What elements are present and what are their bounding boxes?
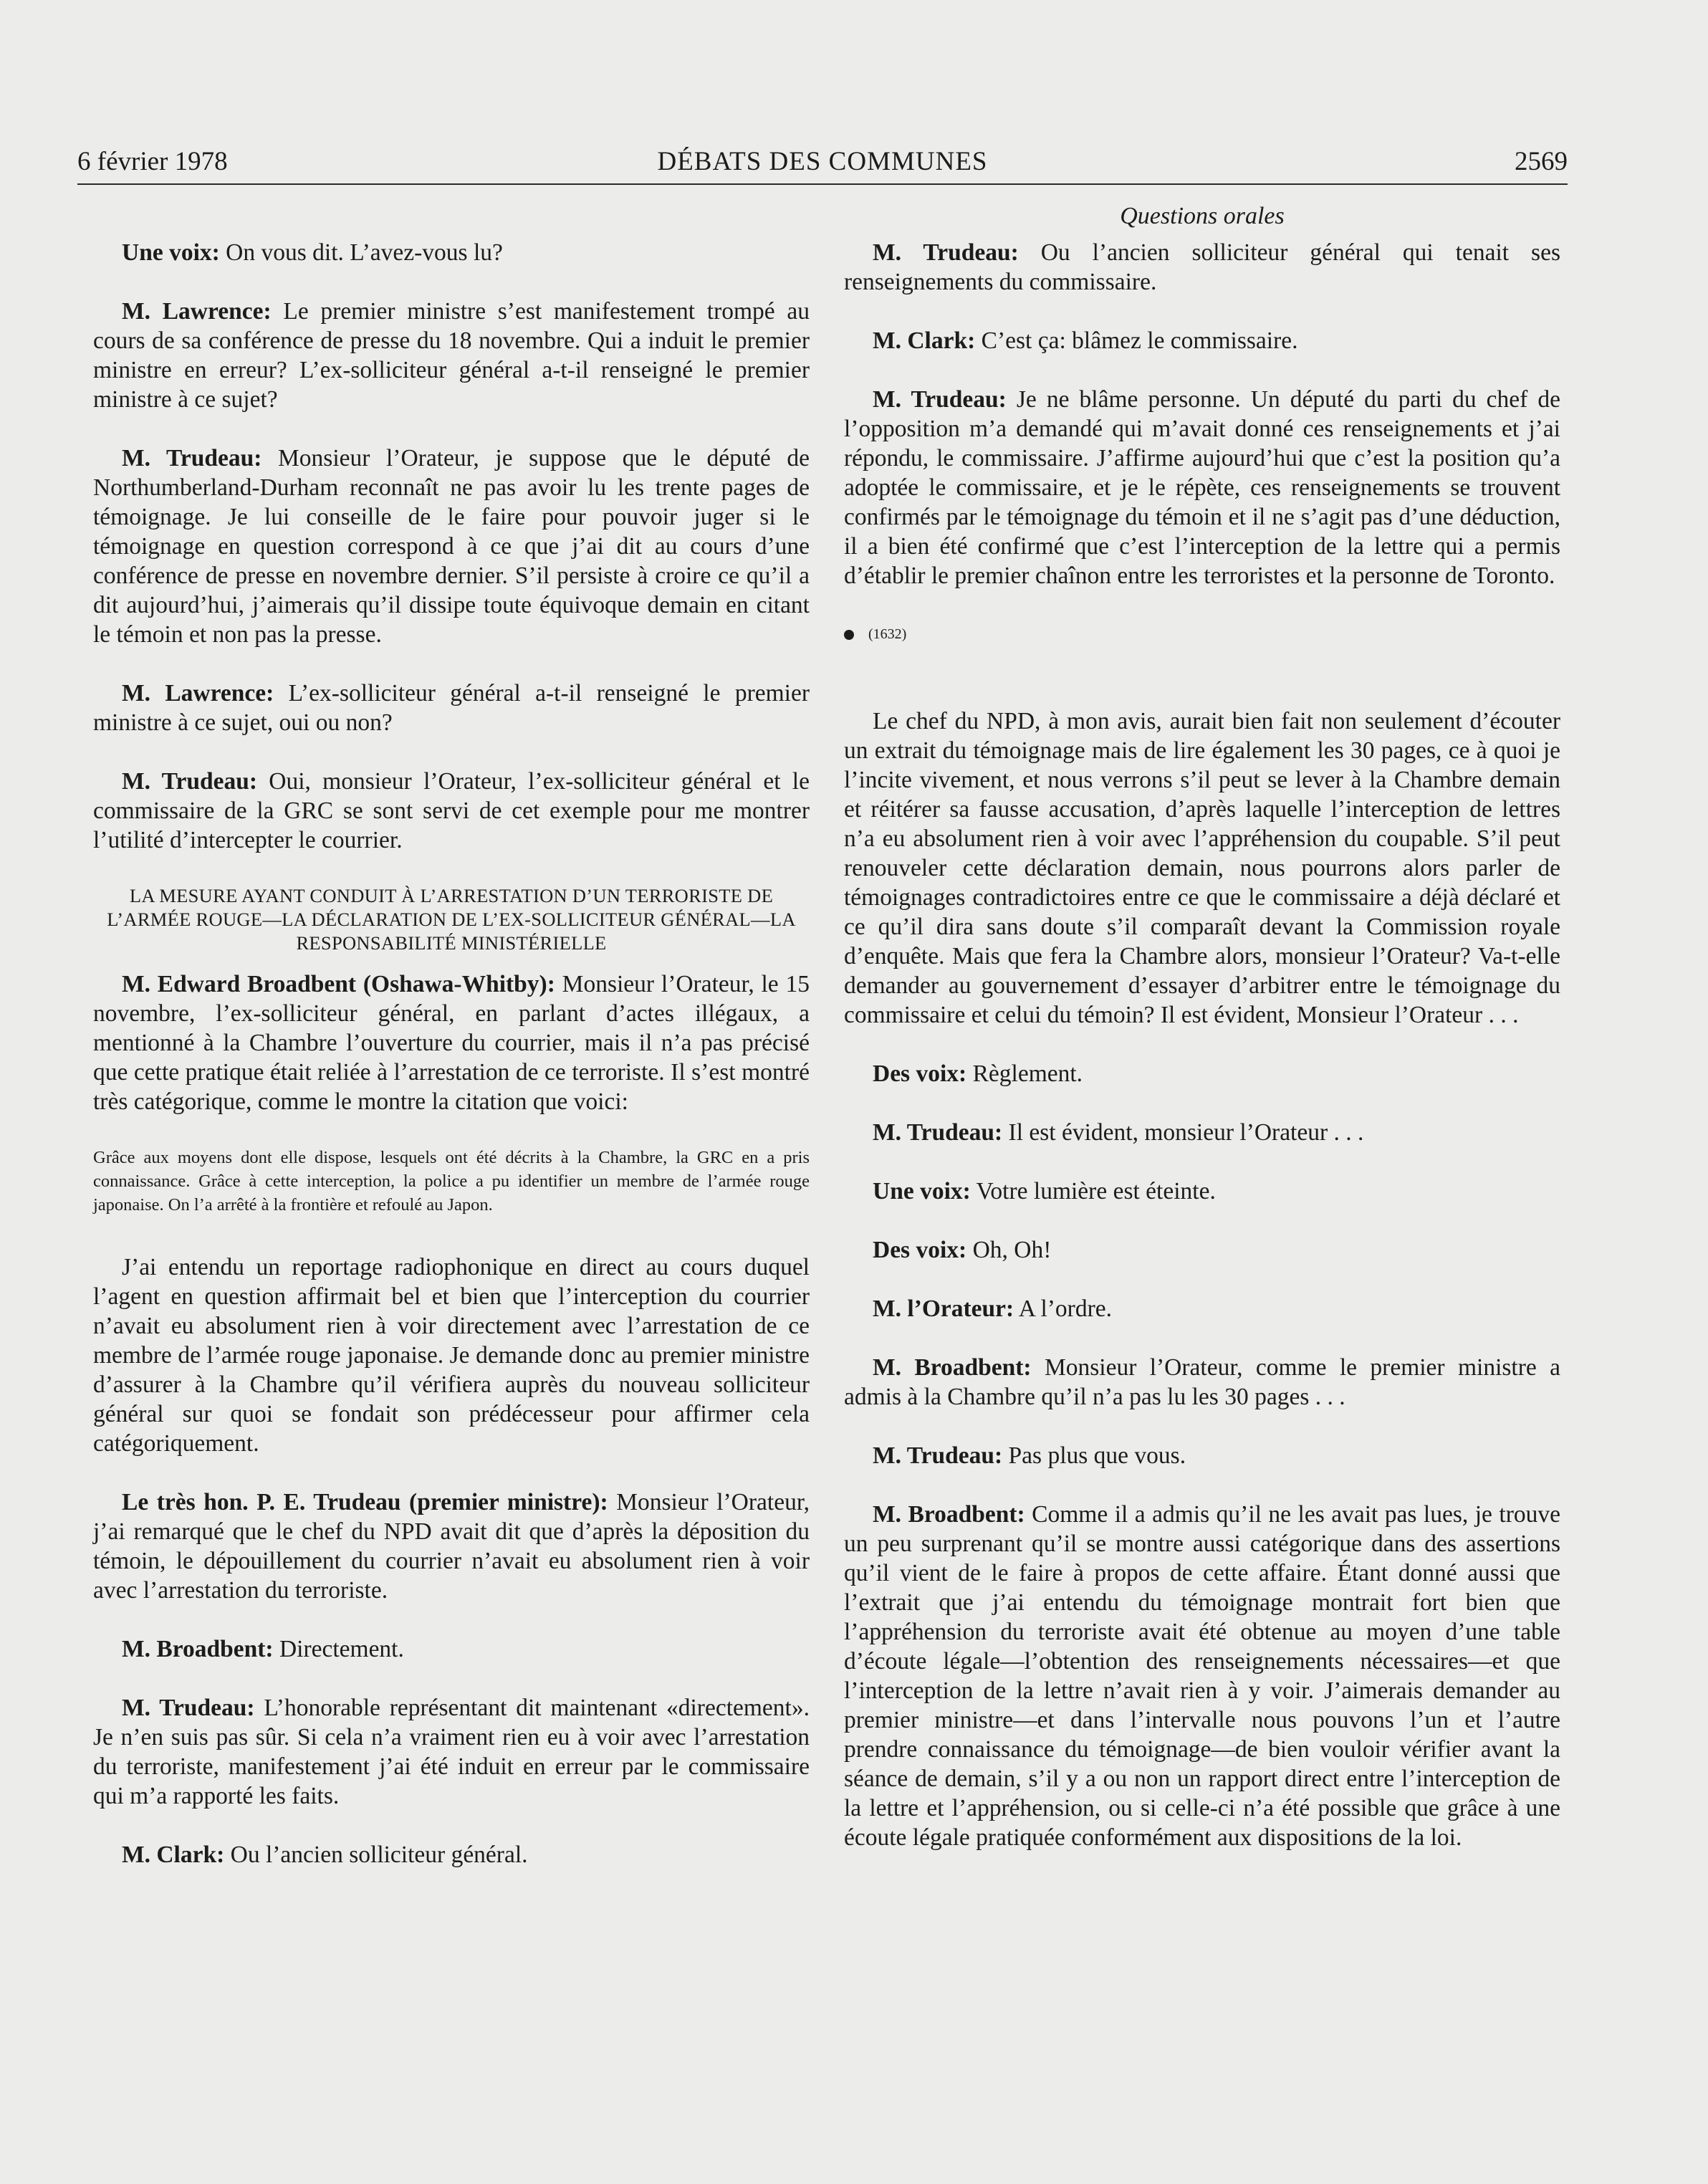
paragraph — [844, 1353, 1560, 1412]
speaker-name: M. Trudeau: — [873, 239, 1019, 266]
speech-text: Monsieur l’Orateur, je suppose que le député de Northumberland-Durham reconnaît ne pas avoir lu les trente pages de témoignage. Je lui conseille de le faire pour pouvoir juger si le témoignage en question correspond à ce que j’ai dit au cours d’une conférence de presse en novembre dernier. S’il persiste à croire ce qu’il a dit aujourd’hui, j’aimerais qu’il dissipe toute équivoque demain en citant le témoin et non pas la presse. — [93, 445, 810, 648]
speaker-name: M. Trudeau: — [873, 1119, 1003, 1146]
paragraph — [844, 1118, 1560, 1147]
paragraph — [93, 1840, 810, 1869]
speech-text: Pas plus que vous. — [1002, 1442, 1186, 1469]
speech-text: Il est évident, monsieur l’Orateur . . . — [1002, 1119, 1364, 1146]
speech-text: Comme il a admis qu’il ne les avait pas lues, je trouve un peu surprenant qu’il se montre aussi catégorique dans des assertions qu’il vient de le faire à propos de cette affaire. Étant donné aussi que l’extrait que j’ai entendu du témoignage montrait fort bien que l’appréhension du terroriste avait été obtenue au moyen d’une table d’écoute légale—l’obtention des renseignements nécessaires—et que l’interception de la lettre n’avait rien à y voir. J’aimerais demander au premier ministre—et dans l’intervalle nous pouvons l’un et l’autre prendre connaissance du témoignage—de bien vouloir vérifier avant la séance de demain, s’il y a ou non un rapport direct entre l’interception de la lettre et l’appréhension, ou si celle-ci n’a été possible que grâce à une écoute légale pratiquée conformément aux dispositions de la loi. — [844, 1501, 1560, 1851]
speaker-name: M. Trudeau: — [873, 386, 1007, 413]
speaker-name: M. Trudeau: — [122, 768, 258, 795]
paragraph — [93, 1488, 810, 1605]
speech-text: Oh, Oh! — [966, 1237, 1052, 1263]
paragraph — [844, 1235, 1560, 1265]
paragraph — [844, 1441, 1560, 1470]
speaker-name: M. Trudeau: — [873, 1442, 1003, 1469]
speech-text: Ou l’ancien solliciteur général qui tenait ses renseignements du commissaire. — [844, 239, 1560, 295]
speaker-name: M. Lawrence: — [122, 298, 272, 325]
speech-text: On vous dit. L’avez-vous lu? — [219, 239, 503, 266]
left-column — [93, 201, 810, 1899]
speech-text: Monsieur l’Orateur, j’ai remarqué que le chef du NPD avait dit que d’après la déposition du témoin, le dépouillement du courrier n’avait eu absolument rien à voir avec l’arrestation du terroriste. — [93, 1489, 810, 1604]
header-rule — [77, 183, 1568, 185]
speech-text: Monsieur l’Orateur, comme le premier ministre a admis à la Chambre qu’il n’a pas lu les 30 pages . . . — [844, 1354, 1560, 1410]
speaker-name: M. Broadbent: — [873, 1501, 1025, 1528]
speaker-name: M. Edward Broadbent (Oshawa-Whitby): — [122, 971, 555, 997]
speech-text: Je ne blâme personne. Un député du parti du chef de l’opposition m’a demandé qui m’avait donné ces renseignements et j’ai répondu, le commissaire. J’affirme aujourd’hui que c’est la position qu’a adoptée le commissaire, et je le répète, ces renseignements se trouvent confirmés par le témoignage du témoin et il ne s’agit pas d’une déduction, il a bien été confirmé que c’est l’interception de la lettre qui a permis d’établir le premier chaînon entre les terroristes et la personne de Toronto. — [844, 386, 1560, 589]
paragraph — [844, 326, 1560, 355]
paragraph — [844, 238, 1560, 297]
paragraph — [93, 1693, 810, 1811]
speaker-name: M. Clark: — [122, 1841, 225, 1868]
header-date: 6 février 1978 — [77, 147, 228, 176]
speech-text: A l’ordre. — [1014, 1295, 1112, 1322]
speaker-name: Des voix: — [873, 1060, 967, 1087]
speech-text: Monsieur l’Orateur, le 15 novembre, l’ex-solliciteur général, en parlant d’actes illégaux, a mentionné à la Chambre l’ouverture du courrier, mais il n’a pas précisé que cette pratique était reliée à l’arrestation de ce terroriste. Il s’est montré très catégorique, comme le montre la citation que voici: — [93, 971, 810, 1115]
page-header — [77, 143, 1568, 181]
speech-text: L’ex-solliciteur général a-t-il renseigné le premier ministre à ce sujet, oui ou non? — [93, 680, 810, 736]
speaker-name: Une voix: — [122, 239, 220, 266]
block-quote: Grâce aux moyens dont elle dispose, lesquels ont été décrits à la Chambre, la GRC en a pris connaissance. Grâce à cette interception, la police a pu identifier un membre de l’armée rouge japonaise. On l’a arrêté à la frontière et refoulé au Japon. — [93, 1148, 810, 1215]
paragraph — [93, 444, 810, 649]
speaker-name: Des voix: — [873, 1237, 967, 1263]
paragraph — [93, 297, 810, 414]
speaker-name: Le très hon. P. E. Trudeau (premier ministre): — [122, 1489, 608, 1515]
timestamp: (1632) — [868, 626, 907, 642]
speaker-name: M. Trudeau: — [122, 445, 262, 471]
header-title: DÉBATS DES COMMUNES — [657, 147, 988, 176]
speech-text: Le premier ministre s’est manifestement trompé au cours de sa conférence de presse du 18 novembre. Qui a induit le premier ministre en erreur? L’ex-solliciteur général a-t-il renseigné le premier ministre à ce sujet? — [93, 298, 810, 413]
speaker-name: M. Trudeau: — [122, 1695, 255, 1721]
speaker-name: M. Lawrence: — [122, 680, 274, 707]
paragraph — [93, 767, 810, 855]
speech-text: Votre lumière est éteinte. — [970, 1178, 1216, 1204]
paragraph — [844, 1500, 1560, 1852]
page-number: 2569 — [1515, 147, 1568, 176]
speech-text: L’honorable représentant dit maintenant «directement». Je n’en suis pas sûr. Si cela n’a vraiment rien eu à voir avec l’arrestation du terroriste, manifestement j’ai été induit en erreur par le commissaire qui m’a rapporté les faits. — [93, 1695, 810, 1809]
speech-text: Oui, monsieur l’Orateur, l’ex-solliciteur général et le commissaire de la GRC se sont servi de cet exemple pour me montrer l’utilité d’intercepter le courrier. — [93, 768, 810, 853]
section-heading: LA MESURE AYANT CONDUIT À L’ARRESTATION D’UN TERRORISTE DE L’ARMÉE ROUGE—LA DÉCLARATION DE L’EX-SOLLICITEUR GÉNÉRAL—LA RESPONSABILITÉ MINISTÉRIELLE — [107, 885, 796, 954]
paragraph — [93, 238, 810, 267]
paragraph — [844, 1294, 1560, 1323]
speaker-name: M. Clark: — [873, 327, 976, 354]
speaker-name: Une voix: — [873, 1178, 971, 1204]
speech-text: Directement. — [273, 1636, 404, 1662]
paragraph: Le chef du NPD, à mon avis, aurait bien fait non seulement d’écouter un extrait du témoignage mais de lire également les 30 pages, ce à quoi je l’incite vivement, et nous verrons s’il peut se lever à la Chambre demain et réitérer sa fausse accusation, d’après laquelle l’interception de lettres n’a eu absolument rien à voir avec l’appréhension du coupable. S’il peut renouveler cette déclaration demain, nous pourrons alors parler de témoignages contradictoires entre ce que le commissaire a déjà déclaré et ce qu’il dira sans doute s’il comparaît devant la Commission royale d’enquête. Mais que fera la Chambre alors, monsieur l’Orateur? Va-t-elle demander au gouvernement d’essayer d’arbitrer entre le témoignage du commissaire et celui du témoin? Il est évident, Monsieur l’Orateur . . . — [844, 708, 1560, 1028]
paragraph: J’ai entendu un reportage radiophonique en direct au cours duquel l’agent en question affirmait bel et bien que l’interception du courrier n’avait eu absolument rien à voir directement avec l’arrestation de ce membre de l’armée rouge japonaise. Je demande donc au premier ministre d’assurer à la Chambre qu’il vérifiera auprès du nouveau solliciteur général sur quoi se fondait son prédécesseur pour affirmer cela catégoriquement. — [93, 1254, 810, 1457]
paragraph — [844, 1059, 1560, 1088]
speech-text: C’est ça: blâmez le commissaire. — [975, 327, 1298, 354]
paragraph — [93, 679, 810, 737]
time-marker — [844, 620, 1560, 649]
speech-text: Règlement. — [966, 1060, 1083, 1087]
speaker-name: M. l’Orateur: — [873, 1295, 1014, 1322]
speaker-name: M. Broadbent: — [122, 1636, 274, 1662]
paragraph — [844, 1177, 1560, 1206]
section-label: Questions orales — [1120, 203, 1285, 229]
paragraph — [844, 385, 1560, 590]
paragraph — [93, 969, 810, 1116]
paragraph — [93, 1634, 810, 1664]
speaker-name: M. Broadbent: — [873, 1354, 1032, 1381]
bullet-dot-icon — [844, 630, 854, 640]
speech-text: Ou l’ancien solliciteur général. — [224, 1841, 528, 1868]
right-column — [844, 201, 1560, 1882]
